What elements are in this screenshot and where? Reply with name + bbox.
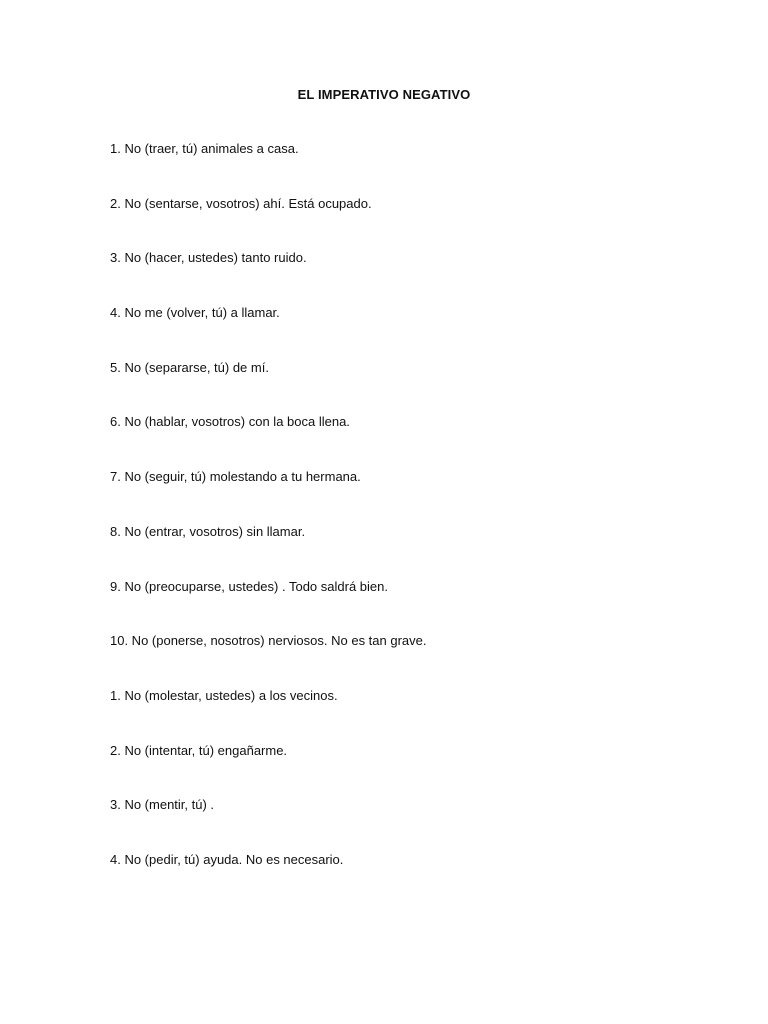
exercise-item: 1. No (molestar, ustedes) a los vecinos. <box>110 687 338 703</box>
exercise-item: 2. No (intentar, tú) engañarme. <box>110 742 288 758</box>
exercise-item: 6. No (hablar, vosotros) con la boca llena. <box>110 414 350 430</box>
exercise-item: 8. No (entrar, vosotros) sin llamar. <box>110 523 306 539</box>
exercise-item: 7. No (seguir, tú) molestando a tu hermana. <box>110 469 361 485</box>
exercise-item: 3. No (hacer, ustedes) tanto ruido. <box>110 250 307 266</box>
exercise-item: 9. No (preocuparse, ustedes) . Todo saldrá bien. <box>110 578 388 594</box>
exercise-item: 5. No (separarse, tú) de mí. <box>110 359 269 375</box>
exercise-item: 4. No me (volver, tú) a llamar. <box>110 305 280 321</box>
exercise-item: 4. No (pedir, tú) ayuda. No es necesario. <box>110 851 344 867</box>
exercise-item: 1. No (traer, tú) animales a casa. <box>110 141 299 156</box>
exercise-item: 2. No (sentarse, vosotros) ahí. Está ocupado. <box>110 195 372 211</box>
exercise-item: 3. No (mentir, tú) . <box>110 797 215 813</box>
document-title: EL IMPERATIVO NEGATIVO <box>297 87 471 102</box>
exercise-item: 10. No (ponerse, nosotros) nerviosos. No es tan grave. <box>110 633 427 649</box>
exercise-list <box>110 141 427 907</box>
